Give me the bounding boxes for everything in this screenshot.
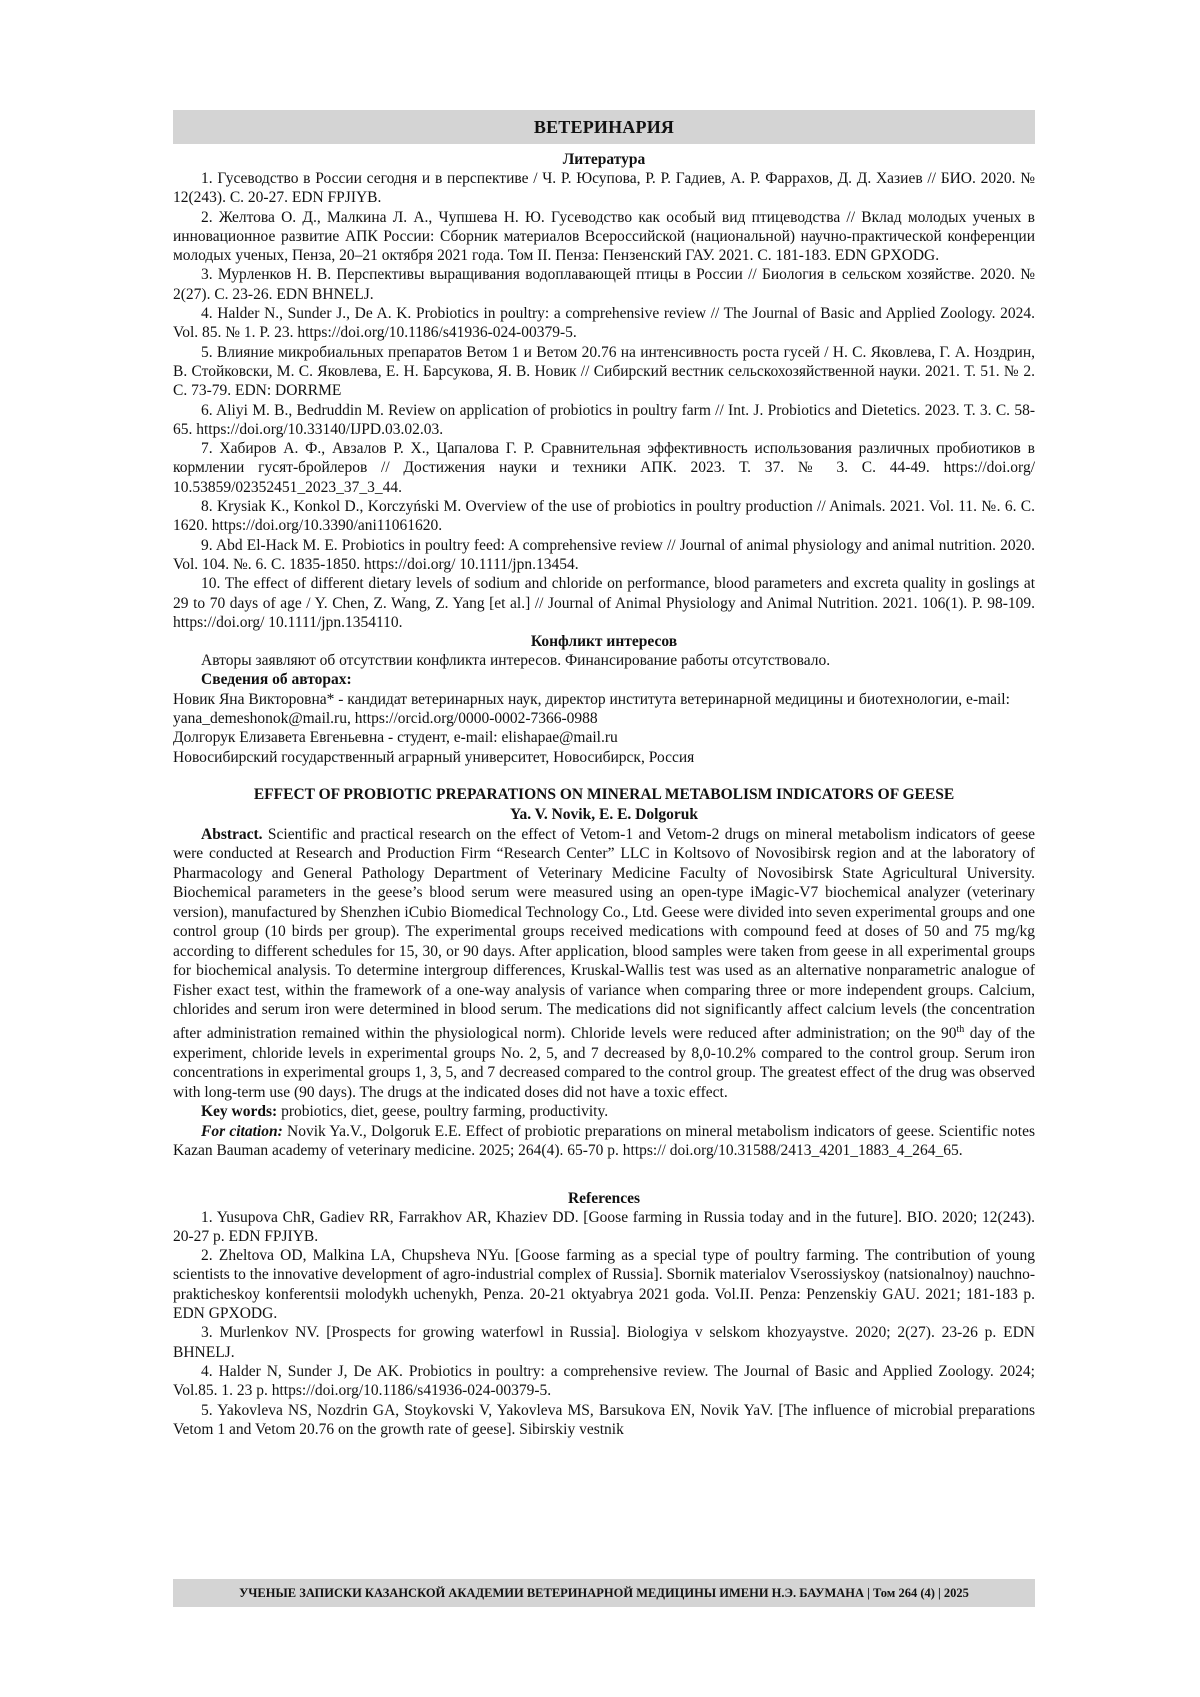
author-line: Новик Яна Викторовна* - кандидат ветеринарных наук, директор института ветеринарной медицины и биотехнологии, e-mail: yana_demeshonok@mail.ru, https://orcid.org/0000-0002-7366-0988 xyxy=(173,690,1010,728)
literature-item: 7. Хабиров А. Ф., Авзалов Р. Х., Цапалова Г. Р. Сравнительная эффективность использования различных пробиотиков в кормлении гусят-бройлеров // Достижения науки и техники АПК. 2023. Т. 37. № 3. С. 44-49. https://doi.org/ 10.53859/02352451_2023_37_3_44. xyxy=(173,440,1035,496)
page-content xyxy=(173,110,1035,1439)
keywords xyxy=(173,1102,1035,1122)
reference-item: 5. Yakovleva NS, Nozdrin GA, Stoykovski V, Yakovleva MS, Barsukova EN, Novik YaV. [The influence of microbial preparations Vetom 1 and Vetom 20.76 on the growth rate of geese]. Sibirskiy vestnik xyxy=(173,1401,1035,1438)
literature-item: 9. Abd El-Hack M. E. Probiotics in poultry feed: A comprehensive review // Journal of animal physiology and animal nutrition. 2020. Vol. 104. №. 6. С. 1835-1850. https://doi.org/ 10.1111/jpn.13454. xyxy=(173,536,1035,573)
citation-label: For citation: xyxy=(201,1122,283,1140)
section-header xyxy=(173,110,1035,144)
abstract-text-part1: Scientific and practical research on the effect of Vetom-1 and Vetom-2 drugs on mineral metabolism indicators of geese were conducted at Research and Production Firm “Research Center” LLC in Koltsovo of Novosibirsk region and at the laboratory of Pharmacology and General Pathology Department of Veterinary Medicine Faculty of Novosibirsk State Agricultural University. Biochemical parameters in the geese’s blood serum were measured using an open-type iMagic-V7 biochemical analyzer (veterinary version), manufactured by Shenzhen iCubio Biomedical Technology Co., Ltd. Geese were divided into seven experimental groups and one control group (10 birds per group). The experimental groups received medications with compound feed at doses of 50 and 75 mg/kg according to different schedules for 15, 30, or 90 days. After application, blood samples were taken from geese in all experimental groups for biochemical analysis. To determine intergroup differences, Kruskal-Wallis test was used as an alternative nonparametric analogue of Fisher exact test, within the framework of a one-way analysis of variance when comparing three or more independent groups. Calcium, chlorides and serum iron were determined in blood serum. The medications did not significantly affect calcium levels (the concentration after administration remained within the physiological norm). Chloride levels were reduced after administration; on the 90 xyxy=(173,825,1035,1043)
conflict-title: Конфликт интересов xyxy=(530,633,678,651)
literature-list xyxy=(173,169,1035,632)
literature-item: 4. Halder N., Sunder J., De A. K. Probiotics in poultry: a comprehensive review // The Journal of Basic and Applied Zoology. 2024. Vol. 85. № 1. P. 23. https://doi.org/10.1186/s41936-024-00379-5. xyxy=(173,305,1035,342)
reference-item: 4. Halder N, Sunder J, De AK. Probiotics in poultry: a comprehensive review. The Journal of Basic and Applied Zoology. 2024; Vol.85. 1. 23 p. https://doi.org/10.1186/s41936-024-00379-5. xyxy=(173,1362,1035,1400)
abstract-text-part2: day of the experiment, chloride levels in experimental groups No. 2, 5, and 7 decreased by 8,0-10.2% compared to the control group. Serum iron concentrations in experimental groups 1, 3, 5, and 7 decreased compared to the control group. The greatest effect of the drug was observed with long-term use (90 days). The drugs at the indicated doses did not have a toxic effect. xyxy=(173,1025,1035,1101)
abstract xyxy=(173,825,1035,1102)
reference-item: 1. Yusupova ChR, Gadiev RR, Farrakhov AR, Khaziev DD. [Goose farming in Russia today and in the future]. BIO. 2020; 12(243). 20-27 p. EDN FPJIYB. xyxy=(173,1208,1035,1245)
literature-item: 6. Aliyi M. B., Bedruddin M. Review on application of probiotics in poultry farm // Int. J. Probiotics and Dietetics. 2023. Т. 3. С. 58-65. https://doi.org/10.33140/IJPD.03.02.03. xyxy=(173,401,1035,438)
english-authors: Ya. V. Novik, E. E. Dolgoruk xyxy=(509,805,699,823)
footer-text: УЧЕНЫЕ ЗАПИСКИ КАЗАНСКОЙ АКАДЕМИИ ВЕТЕРИНАРНОЙ МЕДИЦИНЫ ИМЕНИ Н.Э. БАУМАНА | Том 264 (4) | 2025 xyxy=(239,1585,969,1600)
author-line: Долгорук Елизавета Евгеньевна - студент, e-mail: elishapae@mail.ru xyxy=(173,729,618,747)
literature-item: 8. Krysiak K., Konkol D., Korczyński M. Overview of the use of probiotics in poultry production // Animals. 2021. Vol. 11. №. 6. С. 1620. https://doi.org/10.3390/ani11061620. xyxy=(173,498,1035,535)
literature-title: Литература xyxy=(562,151,646,168)
affiliation-line: Новосибирский государственный аграрный университет, Новосибирск, Россия xyxy=(173,748,695,766)
citation xyxy=(173,1122,1035,1161)
references-title: References xyxy=(567,1189,640,1207)
literature-item: 10. The effect of different dietary levels of sodium and chloride on performance, blood parameters and excreta quality in goslings at 29 to 70 days of age / Y. Chen, Z. Wang, Z. Yang [et al.] // Journal of Animal Physiology and Animal Nutrition. 2021. 106(1). P. 98-109. https://doi.org/ 10.1111/jpn.1354110. xyxy=(173,575,1035,631)
literature-item: 1. Гусеводство в России сегодня и в перспективе / Ч. Р. Юсупова, Р. Р. Гадиев, А. Р. Фаррахов, Д. Д. Хазиев // БИО. 2020. № 12(243). С. 20-27. EDN FPJIYB. xyxy=(173,170,1035,207)
journal-footer xyxy=(173,1579,1035,1607)
reference-item: 3. Murlenkov NV. [Prospects for growing waterfowl in Russia]. Biologiya v selskom khozyaystve. 2020; 2(27). 23-26 p. EDN BHNELJ. xyxy=(173,1324,1035,1361)
literature-item: 2. Желтова О. Д., Малкина Л. А., Чупшева Н. Ю. Гусеводство как особый вид птицеводства // Вклад молодых ученых в инновационное развитие АПК России: Сборник материалов Всероссийской (национальной) научно-практической конференции молодых ученых, Пенза, 20–21 октября 2021 года. Том II. Пенза: Пензенский ГАУ. 2021. С. 181-183. EDN GPXODG. xyxy=(173,208,1035,265)
keywords-text: probiotics, diet, geese, poultry farming, productivity. xyxy=(277,1103,609,1121)
abstract-label: Abstract. xyxy=(201,825,263,843)
abstract-superscript: th xyxy=(956,1023,965,1035)
authors-title: Сведения об авторах: xyxy=(201,671,352,689)
citation-text: Novik Ya.V., Dolgoruk E.E. Effect of probiotic preparations on mineral metabolism indicators of geese. Scientific notes Kazan Bauman academy of veterinary medicine. 2025; 264(4). 65-70 p. https:// doi.org/10.31588/2413_4201_1883_4_264_65. xyxy=(173,1122,1035,1160)
reference-item: 2. Zheltova OD, Malkina LA, Chupsheva NYu. [Goose farming as a special type of poultry farming. The contribution of young scientists to the innovative development of agro-industrial complex of Russia]. Sbornik materialov Vserossiyskoy (natsionalnoy) nauchno-prakticheskoy konferentsii molodykh uchenykh, Penza. 20-21 oktyabrya 2021 goda. Vol.II. Penza: Penzenskiy GAU. 2021; 181-183 p. EDN GPXODG. xyxy=(173,1247,1035,1323)
conflict-text: Авторы заявляют об отсутствии конфликта интересов. Финансирование работы отсутствовало. xyxy=(201,652,831,670)
references-list xyxy=(173,1208,1035,1440)
literature-item: 3. Мурленков Н. В. Перспективы выращивания водоплавающей птицы в России // Биология в сельском хозяйстве. 2020. № 2(27). С. 23-26. EDN BHNELJ. xyxy=(173,266,1035,303)
english-title: EFFECT OF PROBIOTIC PREPARATIONS ON MINERAL METABOLISM INDICATORS OF GEESE xyxy=(253,785,955,803)
section-title: ВЕТЕРИНАРИЯ xyxy=(533,116,675,137)
keywords-label: Key words: xyxy=(201,1103,278,1121)
literature-item: 5. Влияние микробиальных препаратов Ветом 1 и Ветом 20.76 на интенсивность роста гусей / Н. С. Яковлева, Г. А. Ноздрин, В. Стойковски, М. С. Яковлева, Е. Н. Барсукова, Я. В. Новик // Сибирский вестник сельскохозяйственной науки. 2021. Т. 51. № 2. С. 73-79. EDN: DORRME xyxy=(173,343,1035,400)
